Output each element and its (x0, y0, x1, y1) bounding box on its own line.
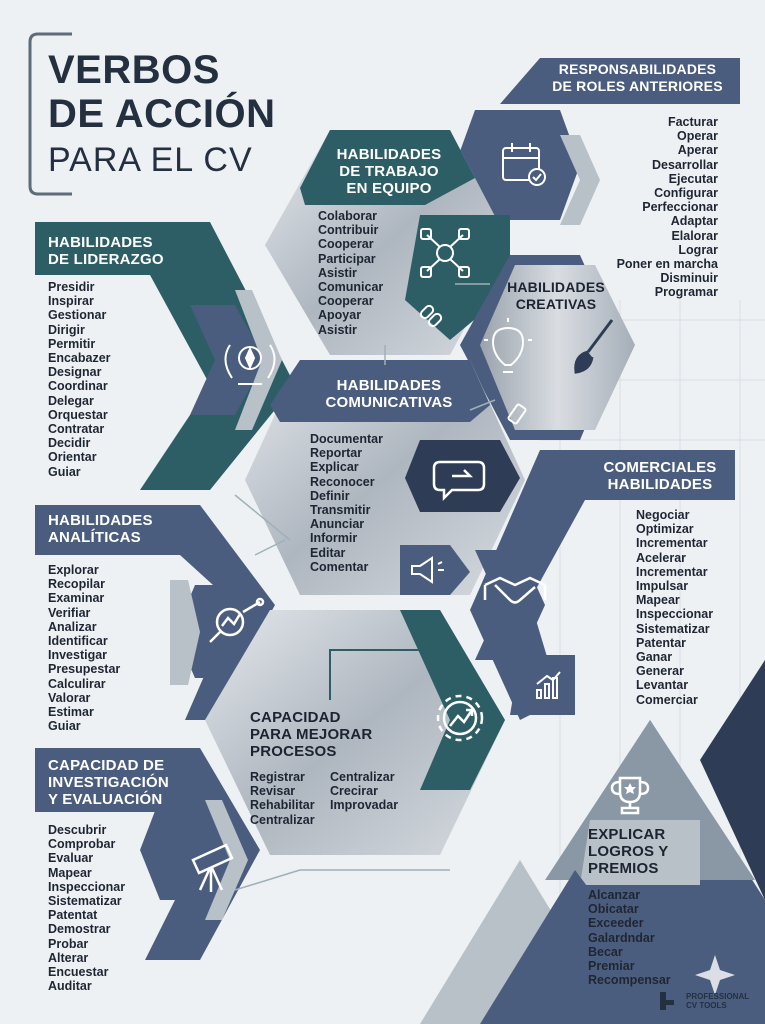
comerciales-item: Comerciar (636, 692, 698, 707)
procesos-item: Centralizar (330, 770, 395, 784)
comerciales-item: Negociar (636, 508, 690, 522)
comerciales-item: Levantar (636, 678, 689, 693)
analiticas-list (48, 563, 120, 733)
analiticas-item: Identificar (48, 634, 108, 649)
liderazgo-heading: HABILIDADES DE LIDERAZGO (48, 234, 164, 268)
comunicativas-item: Definir (310, 488, 350, 503)
investigacion-item: Demostrar (48, 922, 111, 937)
comerciales-item: Inspeccionar (636, 607, 714, 622)
procesos-item: Rehabilitar (250, 798, 315, 813)
responsabilidades-item: Programar (654, 285, 718, 300)
liderazgo-item: Contratar (48, 422, 105, 437)
trabajo-equipo-list (318, 209, 383, 337)
responsabilidades-item: Perfeccionar (642, 200, 718, 215)
responsabilidades-item: Lograr (678, 242, 718, 257)
comerciales-item: Impulsar (636, 579, 689, 594)
responsabilidades-item: Desarrollar (651, 157, 718, 172)
investigacion-item: Inspeccionar (48, 879, 126, 894)
investigacion-item: Comprobar (48, 837, 116, 852)
comunicativas-list (310, 432, 383, 574)
investigacion-item: Auditar (48, 979, 92, 994)
trabajo-equipo-heading: HABILIDADES DE TRABAJO EN EQUIPO (336, 146, 442, 197)
page-title: VERBOS DE ACCIÓN (48, 48, 276, 136)
liderazgo-item: Permitir (48, 336, 96, 351)
logros-item: Obicatar (588, 902, 639, 917)
liderazgo-list (48, 280, 111, 479)
liderazgo-item: Designar (48, 365, 102, 380)
analiticas-item: Investigar (48, 648, 108, 663)
analiticas-item: Verifiar (48, 605, 91, 620)
trabajo-equipo-item: Participar (318, 251, 376, 266)
comerciales-item: Patentar (636, 635, 687, 650)
procesos-heading: CAPACIDAD PARA MEJORAR PROCESOS (250, 709, 373, 760)
analiticas-item: Analizar (48, 619, 97, 634)
creativas-heading: HABILIDADES CREATIVAS (507, 279, 605, 312)
logros-item: Galardndar (588, 930, 655, 945)
trabajo-equipo-item: Asistir (318, 322, 357, 337)
liderazgo-item: Guiar (48, 464, 81, 479)
investigacion-list (48, 823, 125, 993)
comerciales-item: Optimizar (636, 522, 694, 537)
responsabilidades-item: Operar (677, 129, 718, 144)
trabajo-equipo-item: Contribuir (318, 223, 379, 238)
comerciales-item: Incrementar (636, 564, 708, 579)
investigacion-item: Descubrir (48, 823, 107, 837)
analiticas-item: Recopilar (48, 577, 105, 592)
responsabilidades-heading: RESPONSABILIDADES DE ROLES ANTERIORES (552, 61, 723, 94)
investigacion-item: Alterar (48, 950, 89, 965)
comunicativas-item: Explicar (310, 460, 359, 475)
procesos-item: Improvadar (330, 798, 399, 813)
liderazgo-item: Encabazer (48, 351, 111, 366)
liderazgo-item: Inspirar (48, 294, 94, 309)
trabajo-equipo-item: Asistir (318, 265, 357, 280)
investigacion-item: Encuestar (48, 965, 109, 980)
investigacion-heading: CAPACIDAD DE INVESTIGACIÓN Y EVALUACIÓN (48, 757, 169, 808)
comerciales-item: Sistematizar (636, 621, 710, 636)
comerciales-item: Mapear (636, 593, 680, 608)
comunicativas-item: Editar (310, 545, 346, 560)
comunicativas-item: Comentar (310, 559, 369, 574)
responsabilidades-item: Ejecutar (668, 171, 718, 186)
investigacion-item: Sistematizar (48, 894, 122, 909)
procesos-item: Revisar (250, 784, 296, 799)
liderazgo-item: Orquestar (48, 407, 108, 422)
analiticas-item: Estimar (48, 705, 94, 720)
liderazgo-item: Dirigir (48, 322, 85, 337)
trabajo-equipo-item: Colaborar (318, 209, 378, 223)
comunicativas-item: Reconocer (310, 474, 375, 489)
analiticas-heading: HABILIDADES ANALÍTICAS (48, 512, 153, 546)
responsabilidades-item: Facturar (667, 115, 718, 129)
procesos-item: Registrar (250, 770, 305, 784)
procesos-item: Crecirar (330, 784, 378, 799)
procesos-list-col2 (330, 770, 398, 813)
logros-heading: EXPLICAR LOGROS Y PREMIOS (588, 826, 669, 877)
trabajo-equipo-item: Cooperar (318, 294, 374, 309)
page-subtitle: PARA EL CV (48, 141, 253, 179)
analiticas-item: Presupestar (48, 662, 121, 677)
comerciales-item: Incrementar (636, 536, 708, 551)
analiticas-item: Explorar (48, 563, 99, 577)
logros-item: Alcanzar (588, 888, 641, 902)
liderazgo-item: Coordinar (48, 379, 108, 394)
logros-item: Exceeder (588, 916, 644, 931)
responsabilidades-item: Poner en marcha (616, 257, 718, 272)
liderazgo-item: Orientar (48, 450, 97, 465)
procesos-item: Centralizar (250, 812, 315, 827)
trabajo-equipo-item: Cooperar (318, 237, 374, 252)
comunicativas-heading: HABILIDADES COMUNICATIVAS (325, 377, 453, 411)
investigacion-item: Patentat (48, 908, 98, 923)
comerciales-item: Acelerar (636, 550, 687, 565)
liderazgo-item: Delegar (48, 393, 94, 408)
logros-item: Becar (588, 944, 623, 959)
liderazgo-item: Decidir (48, 436, 91, 451)
responsabilidades-item: Configurar (654, 186, 718, 201)
comerciales-item: Generar (636, 664, 684, 679)
procesos-list-col1 (250, 770, 315, 827)
logros-item: Premiar (588, 959, 635, 974)
trabajo-equipo-item: Comunicar (318, 280, 384, 295)
logros-item: Recompensar (588, 973, 671, 988)
analiticas-item: Guiar (48, 719, 81, 734)
comunicativas-item: Anunciar (310, 517, 365, 532)
logros-list (588, 888, 671, 987)
investigacion-item: Evaluar (48, 851, 94, 866)
comunicativas-item: Informir (310, 531, 358, 546)
comerciales-item: Ganar (636, 650, 673, 665)
comunicativas-item: Reportar (310, 446, 363, 461)
investigacion-item: Mapear (48, 865, 92, 880)
analiticas-item: Calculirar (48, 676, 106, 691)
comerciales-list (636, 508, 713, 707)
comerciales-heading: COMERCIALES HABILIDADES (603, 459, 717, 493)
analiticas-item: Examinar (48, 591, 105, 606)
investigacion-item: Probar (48, 936, 89, 951)
responsabilidades-item: Disminuir (660, 271, 718, 286)
responsabilidades-item: Aperar (677, 143, 718, 158)
analiticas-item: Valorar (48, 690, 91, 705)
responsabilidades-item: Elalorar (671, 228, 718, 243)
brand-logo-text: PROFESSIONAL CV TOOLS (686, 992, 750, 1010)
liderazgo-item: Gestionar (48, 308, 107, 323)
comunicativas-item: Documentar (310, 432, 383, 446)
liderazgo-item: Presidir (48, 280, 95, 294)
trabajo-equipo-item: Apoyar (318, 308, 362, 323)
responsabilidades-item: Adaptar (670, 214, 718, 229)
responsabilidades-list (600, 115, 718, 300)
comunicativas-item: Transmitir (310, 503, 371, 518)
